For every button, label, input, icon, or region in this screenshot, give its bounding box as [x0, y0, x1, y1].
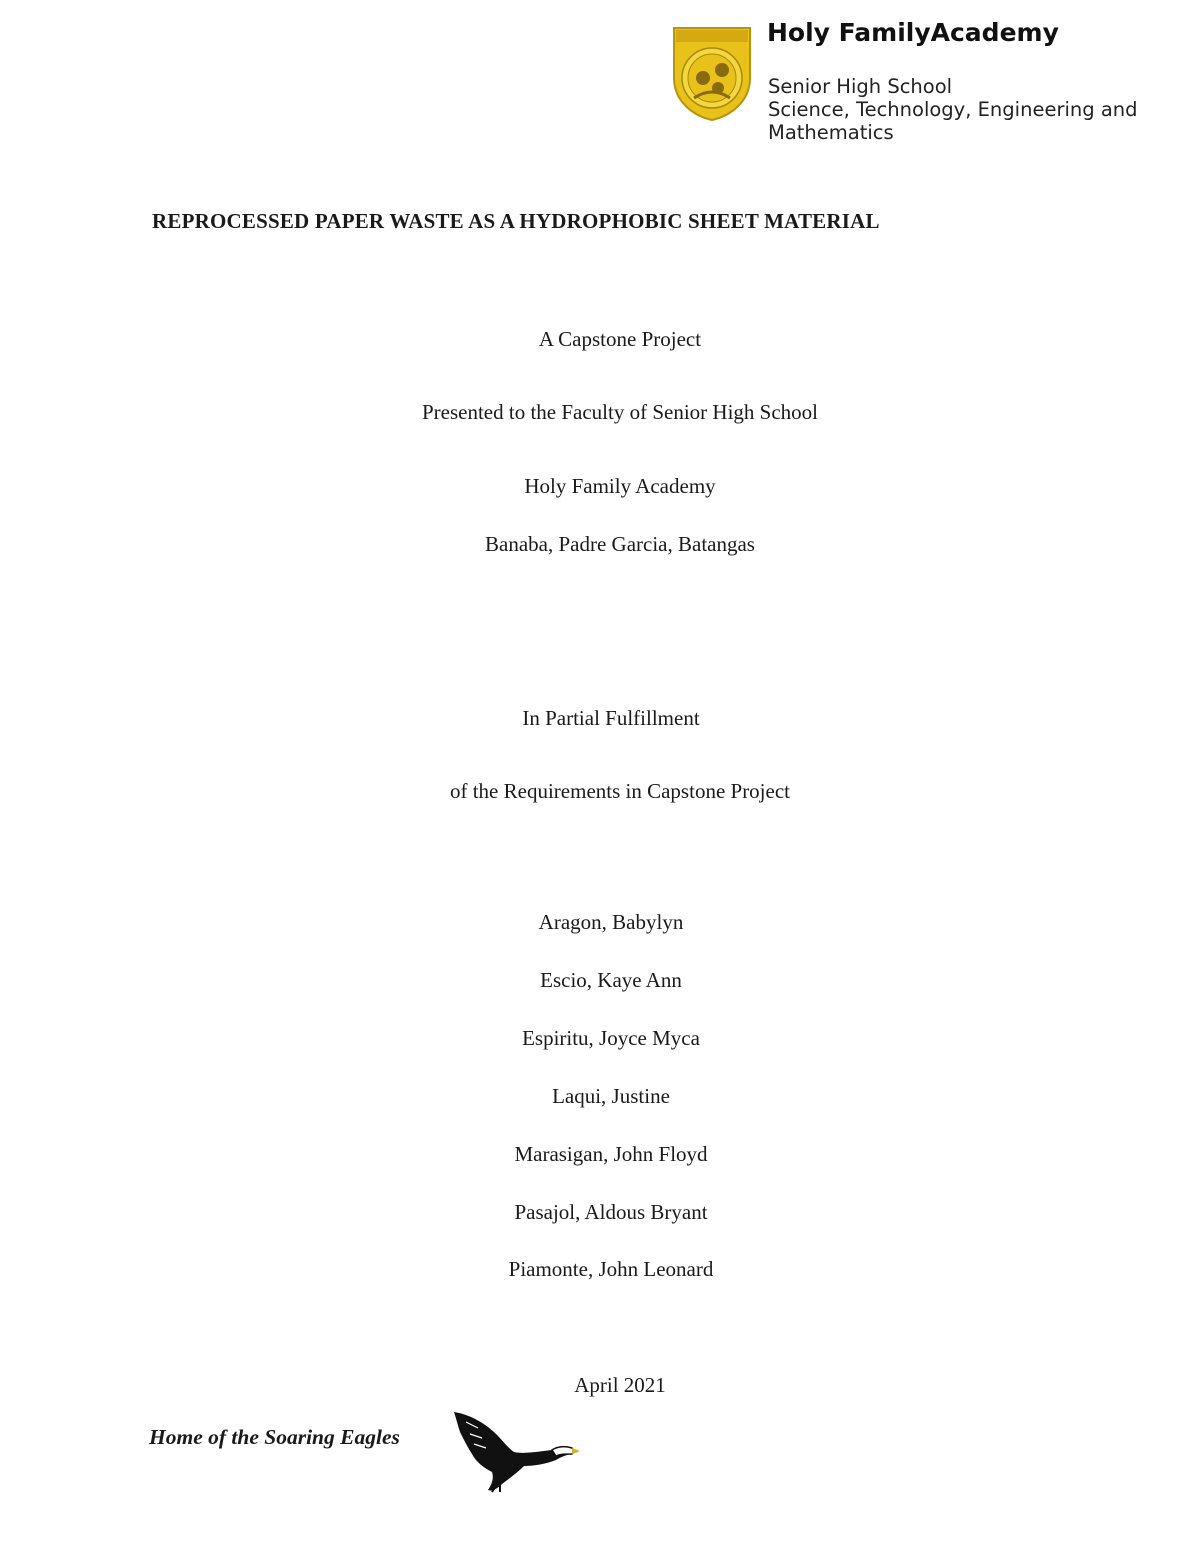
presentation-line-2: Presented to the Faculty of Senior High School [421, 400, 819, 424]
fulfillment-line-2: of the Requirements in Capstone Project [449, 779, 790, 803]
footer-motto: Home of the Soaring Eagles [149, 1425, 400, 1449]
school-sub-line-2: Science, Technology, Engineering and [768, 98, 1138, 121]
document-date: April 2021 [574, 1373, 666, 1397]
author-5: Marasigan, John Floyd [514, 1142, 708, 1166]
eagle-icon [448, 1408, 583, 1493]
presentation-line-3: Holy Family Academy [524, 474, 716, 498]
school-subtitle [768, 75, 1138, 144]
school-sub-line-3: Mathematics [768, 121, 894, 144]
author-7: Piamonte, John Leonard [508, 1257, 714, 1281]
presentation-line-1: A Capstone Project [538, 327, 702, 351]
fulfillment-line-1: In Partial Fulfillment [522, 706, 700, 730]
author-3: Espiritu, Joyce Myca [522, 1026, 700, 1050]
presentation-line-4: Banaba, Padre Garcia, Batangas [485, 532, 755, 556]
school-seal-logo [672, 26, 752, 122]
school-name: Holy FamilyAcademy [767, 18, 1059, 47]
author-4: Laqui, Justine [552, 1084, 670, 1108]
author-2: Escio, Kaye Ann [540, 968, 682, 992]
school-sub-line-1: Senior High School [768, 75, 953, 98]
author-6: Pasajol, Aldous Bryant [514, 1200, 708, 1224]
document-title: REPROCESSED PAPER WASTE AS A HYDROPHOBIC SHEET MATERIAL [152, 209, 880, 233]
author-1: Aragon, Babylyn [538, 910, 684, 934]
